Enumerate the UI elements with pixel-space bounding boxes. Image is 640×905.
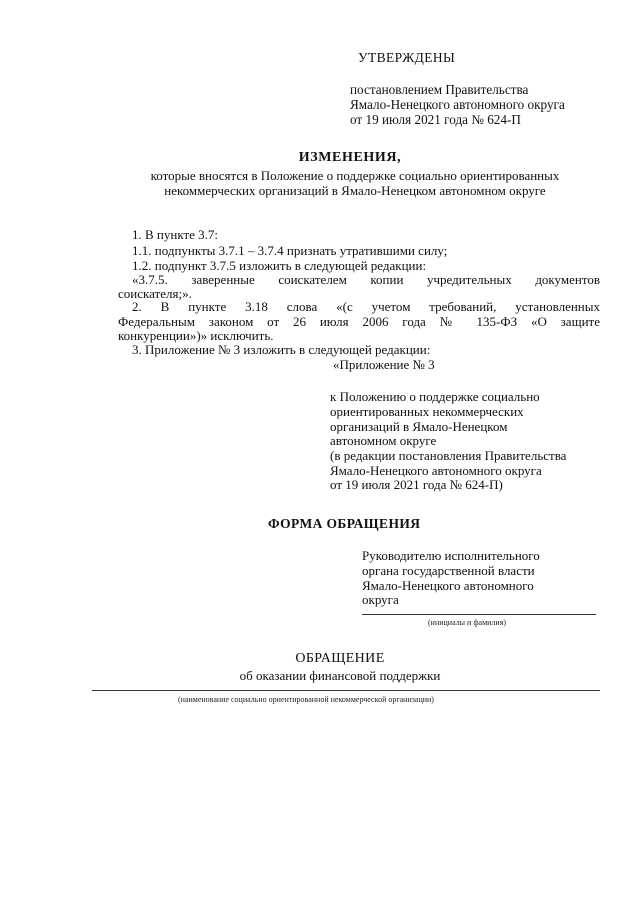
approval-line-3: от 19 июля 2021 года № 624-П — [350, 112, 521, 127]
addressee-line-3: Ямало-Ненецкого автономного — [362, 578, 534, 593]
signature-caption: (инициалы и фамилия) — [428, 618, 507, 627]
annex-title: «Приложение № 3 — [333, 357, 435, 372]
appeal-subtitle: об оказании финансовой поддержки — [239, 668, 441, 683]
annex-line-1: к Положению о поддержке социально — [330, 389, 540, 404]
organization-name-caption: (наименование социально ориентированной некоммерческой организации) — [178, 695, 434, 704]
item-1-1: 1.1. подпункты 3.7.1 – 3.7.4 признать утратившими силу; — [132, 243, 448, 258]
appeal-title: ОБРАЩЕНИЕ — [295, 651, 385, 666]
item-1-2: 1.2. подпункт 3.7.5 изложить в следующей редакции: — [132, 258, 427, 273]
signature-line — [362, 614, 596, 615]
approval-line-1: постановлением Правительства — [350, 82, 529, 97]
item-2-line-2: Федеральным законом от 26 июля 2006 года № 135-ФЗ «О защите — [118, 314, 600, 329]
document-subtitle-line-1: которые вносятся в Положение о поддержке социально ориентированных — [150, 168, 560, 183]
organization-name-line — [92, 690, 600, 691]
approval-title: УТВЕРЖДЕНЫ — [358, 50, 456, 65]
approval-line-2: Ямало-Ненецкого автономного округа — [350, 97, 565, 112]
annex-line-5: (в редакции постановления Правительства — [330, 448, 567, 463]
annex-line-2: ориентированных некоммерческих — [330, 404, 524, 419]
item-1-3-line-1: «3.7.5. заверенные соискателем копии учредительных документов — [132, 272, 600, 287]
annex-line-6: Ямало-Ненецкого автономного округа — [330, 463, 542, 478]
annex-line-3: организаций в Ямало-Ненецком — [330, 419, 508, 434]
item-2-line-1: 2. В пункте 3.18 слова «(с учетом требований, установленных — [132, 299, 600, 314]
item-3: 3. Приложение № 3 изложить в следующей редакции: — [132, 342, 431, 357]
item-1-3-line-2: соискателя;». — [118, 286, 192, 301]
item-2-line-3: конкуренции»)» исключить. — [118, 328, 274, 343]
annex-line-4: автономном округе — [330, 433, 437, 448]
addressee-line-4: округа — [362, 592, 399, 607]
item-1: 1. В пункте 3.7: — [132, 227, 219, 242]
form-title: ФОРМА ОБРАЩЕНИЯ — [268, 516, 421, 531]
addressee-line-1: Руководителю исполнительного — [362, 548, 540, 563]
annex-line-7: от 19 июля 2021 года № 624-П) — [330, 477, 503, 492]
document-subtitle-line-2: некоммерческих организаций в Ямало-Ненецком автономном округе — [164, 183, 546, 198]
document-title: ИЗМЕНЕНИЯ, — [298, 150, 402, 165]
addressee-line-2: органа государственной власти — [362, 563, 535, 578]
